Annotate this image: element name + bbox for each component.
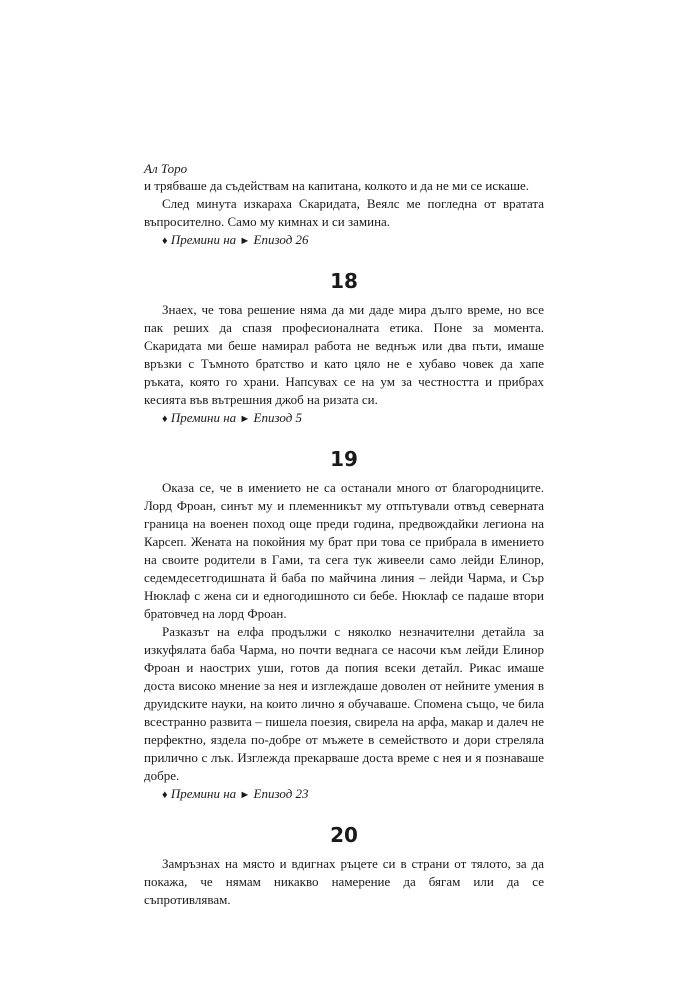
diamond-icon: ♦ (162, 413, 168, 425)
diamond-icon: ♦ (162, 789, 168, 801)
arrow-right-icon: ► (239, 413, 251, 425)
section-paragraph: Замръзнах на място и вдигнах ръцете си в страни от тялото, за да покажа, че нямам никакво намерение да бягам или да се съпротивлявам. (144, 856, 544, 907)
nav-target: Епизод 23 (253, 786, 309, 801)
section-paragraph: Разказът на елфа продължи с няколко незначителни детайла за изкуфялата баба Чарма, но почти веднага се насочи към лейди Елинор Фроан и наострих уши, готов да попия всеки детайл. Рикас имаше доста високо мнение за нея и изглеждаше доволен от нейните умения в друидските науки, на които лично я обучаваше. Спомена също, че била всестранно развита – пишела поезия, свирела на арфа, макар и далеч не перфектно, яздела по-добре от мъжете в семейството и дори стреляла прилично с лък. Изглежда прекарваше доста време с нея и я познаваше добре. (144, 624, 544, 783)
section-20 (144, 823, 544, 909)
intro-paragraph-1: и трябваше да съдействам на капитана, колкото и да не ми се искаше. (144, 178, 530, 193)
section-number: 19 (330, 447, 358, 471)
nav-prefix: Премини на (170, 410, 237, 425)
section-paragraph: Знаех, че това решение няма да ми даде мира дълго време, но все пак реших да спазя професионалната етика. Поне за момента. Скаридата ми беше намирал работа не веднъж или два пъти, имаше връзки с Тъмното братство и като цяло не е хубаво човек да хапе ръката, която го храни. Напсувах се на ум за честността и прибрах кесията във вътрешния джоб на ризата си. (144, 302, 544, 407)
arrow-right-icon: ► (239, 789, 251, 801)
book-page (144, 160, 544, 909)
intro-block (144, 177, 544, 250)
section-paragraph: Оказа се, че в имението не са останали много от благородниците. Лорд Фроан, синът му и племенникът му отпътували отвъд северната граница на военен поход още преди година, предвождайки легиона на Карсеп. Жената на покойния му брат при това се прибрала в имението на своите родители в Гами, та сега тук живеели само лейди Елинор, седемдесетгодишната й баба по майчина линия – лейди Чарма, и Сър Нюклаф с жена си и едногодишното си бебе. Нюклаф се падаше втори братовчед на лорд Фроан. (144, 480, 544, 621)
nav-link-episode-23[interactable] (162, 785, 544, 804)
section-number: 18 (330, 269, 358, 293)
intro-paragraph-2: След минута изкараха Скаридата, Веялс ме погледна от вратата въпросително. Само му кимнах и си замина. (144, 196, 544, 229)
section-number: 20 (330, 823, 358, 847)
nav-target: Епизод 5 (253, 410, 303, 425)
nav-link-episode-5[interactable] (162, 409, 544, 428)
nav-link-episode-26[interactable] (162, 231, 544, 250)
arrow-right-icon: ► (239, 235, 251, 247)
section-18 (144, 269, 544, 428)
nav-prefix: Премини на (170, 232, 237, 247)
section-19 (144, 447, 544, 804)
nav-target: Епизод 26 (253, 232, 309, 247)
nav-prefix: Премини на (170, 786, 237, 801)
diamond-icon: ♦ (162, 235, 168, 247)
running-head: Ал Торо (144, 161, 188, 176)
